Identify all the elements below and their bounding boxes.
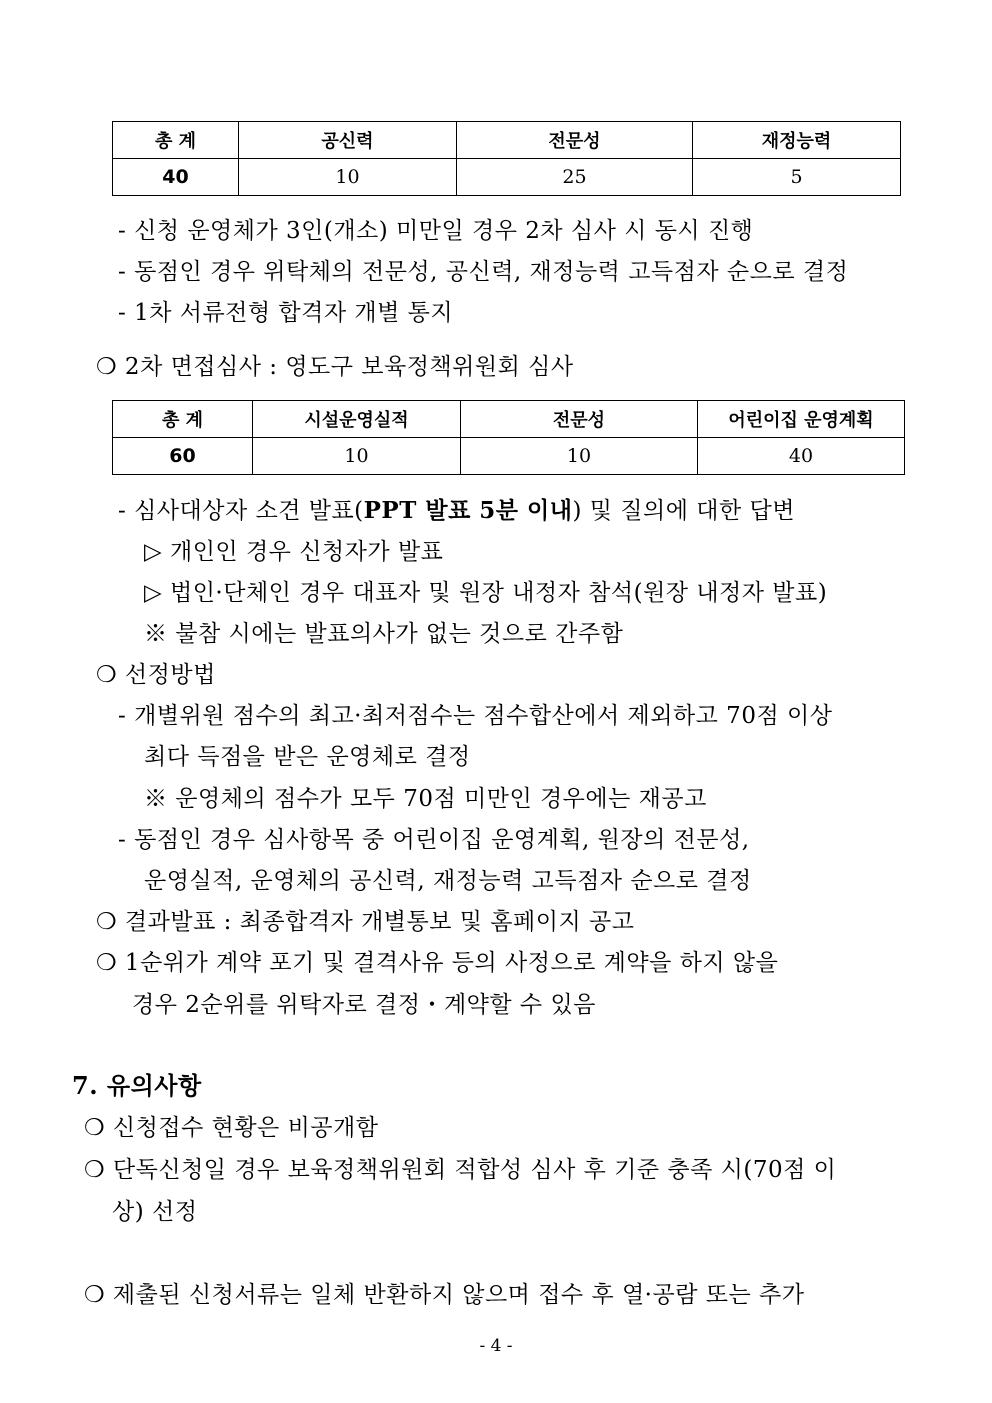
presentation-bold: PPT 발표 5분 이내 [363, 497, 573, 524]
header-expertise: 전문성 [461, 401, 698, 438]
note-line: 경우 2순위를 위탁자로 결정・계약할 수 있음 [132, 992, 596, 1018]
value-financial: 5 [693, 159, 901, 196]
note-line: 최다 득점을 받은 운영체로 결정 [144, 744, 471, 770]
header-operation-record: 시설운영실적 [253, 401, 461, 438]
note-line: ※ 운영체의 점수가 모두 70점 미만인 경우에는 재공고 [144, 786, 707, 812]
table-header-row [113, 122, 901, 159]
presentation-prefix: - 심사대상자 소견 발표( [118, 498, 364, 524]
note-line: - 1차 서류전형 합격자 개별 통지 [118, 300, 454, 326]
note-line: - 개별위원 점수의 최고·최저점수는 점수합산에서 제외하고 70점 이상 [118, 703, 833, 729]
note-line: ▷ 법인·단체인 경우 대표자 및 원장 내정자 참석(원장 내정자 발표) [144, 580, 828, 606]
value-total: 40 [113, 159, 239, 196]
header-operation-plan: 어린이집 운영계획 [698, 401, 905, 438]
note-line: ▷ 개인인 경우 신청자가 발표 [144, 539, 444, 565]
note-line: - 동점인 경우 심사항목 중 어린이집 운영계획, 원장의 전문성, [118, 827, 750, 853]
value-operation-plan: 40 [698, 438, 905, 475]
table-header-row [113, 401, 905, 438]
header-total: 총 계 [113, 401, 253, 438]
value-expertise: 25 [457, 159, 693, 196]
note-line: ❍ 단독신청일 경우 보육정책위원회 적합성 심사 후 기준 충족 시(70점 이 [84, 1157, 837, 1183]
table-row [113, 438, 905, 475]
note-line: ❍ 신청접수 현황은 비공개함 [84, 1115, 379, 1141]
value-operation-record: 10 [253, 438, 461, 475]
note-line: ❍ 1순위가 계약 포기 및 결격사유 등의 사정으로 계약을 하지 않을 [96, 950, 779, 976]
header-expertise: 전문성 [457, 122, 693, 159]
presentation-line [118, 496, 795, 526]
value-expertise: 10 [461, 438, 698, 475]
interview-heading: ❍ 2차 면접심사 : 영도구 보육정책위원회 심사 [96, 354, 574, 380]
table-row [113, 159, 901, 196]
note-line: 상) 선정 [112, 1199, 198, 1225]
page-number: - 4 - [479, 1336, 513, 1356]
selection-heading: ❍ 선정방법 [96, 662, 216, 688]
value-total: 60 [113, 438, 253, 475]
value-credibility: 10 [239, 159, 457, 196]
presentation-suffix: ) 및 질의에 대한 답변 [572, 498, 795, 524]
note-line: ※ 불참 시에는 발표의사가 없는 것으로 간주함 [144, 621, 624, 647]
note-line: ❍ 제출된 신청서류는 일체 반환하지 않으며 접수 후 열·공람 또는 추가 [84, 1282, 805, 1308]
section-7-title: 7. 유의사항 [72, 1071, 202, 1100]
note-line: - 신청 운영체가 3인(개소) 미만일 경우 2차 심사 시 동시 진행 [118, 218, 754, 244]
second-round-score-table [112, 400, 905, 475]
note-line: - 동점인 경우 위탁체의 전문성, 공신력, 재정능력 고득점자 순으로 결정 [118, 259, 849, 285]
header-total: 총 계 [113, 122, 239, 159]
result-heading: ❍ 결과발표 : 최종합격자 개별통보 및 홈페이지 공고 [96, 909, 635, 935]
header-financial: 재정능력 [693, 122, 901, 159]
note-line: 운영실적, 운영체의 공신력, 재정능력 고득점자 순으로 결정 [144, 868, 752, 894]
header-credibility: 공신력 [239, 122, 457, 159]
first-round-score-table [112, 121, 901, 196]
